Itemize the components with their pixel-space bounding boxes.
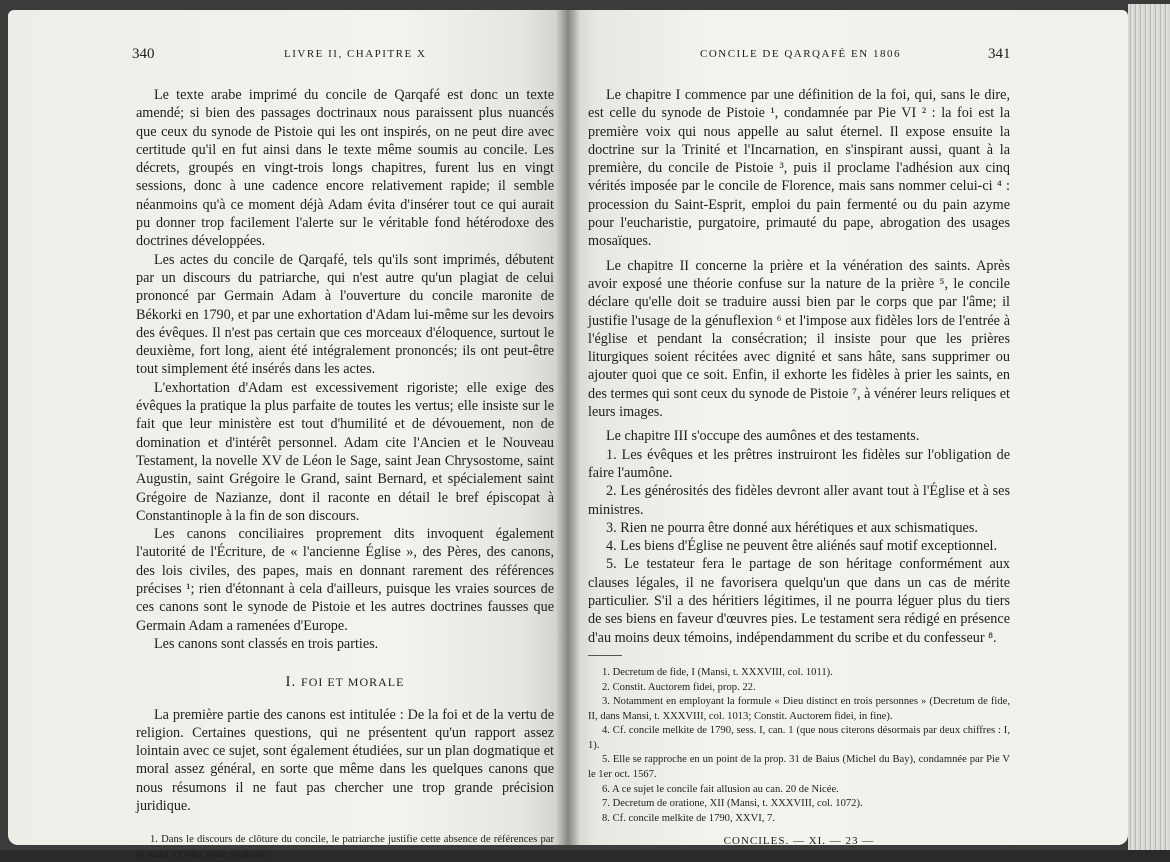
list-item: 5. Le testateur fera le partage de son héritage conformément aux clauses légales, il ne favorisera quelqu'un que dans un cas de mérite particulier. S'il a des héritiers légitimes, il ne pourra léguer plus du tiers de ses biens en faveur d'œuvres pies. Le testament sera rédigé en présence d'au moins deux témoins, indépendamment du scribe et du confesseur ⁸. [588, 556, 1010, 646]
right-footnotes [588, 666, 1010, 827]
section-number: I. [285, 674, 297, 691]
footnote: 8. Cf. concile melkite de 1790, XXVI, 7. [602, 812, 775, 824]
left-paragraph: Les canons conciliaires proprement dits invoquent également l'autorité de l'Écriture, de « l'ancienne Église », des Pères, des canons, des lois civiles, des papes, mais en donnant rarement des références précises ¹; rien d'étonnant à cela d'ailleurs, puisque les vraies sources de ces canons sont le synode de Pistoie et les autres doctrines fausses que Germain Adam a ramenées d'Europe. [136, 526, 554, 634]
footnote: 4. Cf. concile melkite de 1790, sess. I, can. 1 (que nous citerons désormais par deux chiffres : I, 1). [588, 725, 1010, 751]
right-paragraph: Le chapitre II concerne la prière et la vénération des saints. Après avoir exposé une théorie confuse sur la nature de la prière ⁵, le concile déclare qu'elle doit se traduire aussi bien par le corps que par l'âme; il justifie l'usage de la génuflexion ⁶ et l'impose aux fidèles lors de l'entrée à l'église et pendant la consécration; il insiste pour que les prières liturgiques soient récitées avec dignité et sans hâte, sans supprimer ou ajouter quoi que ce soit. Enfin, il exhorte les fidèles à prier les saints, en des termes qui sont ceux du synode de Pistoie ⁷, à vénérer leurs reliques et leurs images. [588, 257, 1010, 421]
list-item: 1. Les évêques et les prêtres instruiront les fidèles sur l'obligation de faire l'aumône. [588, 446, 1010, 481]
signature-mark: CONCILES. — XI. — 23 — [723, 835, 875, 848]
right-running-head: CONCILE DE QARQAFÉ EN 1806 [700, 48, 901, 60]
footnote: 5. Elle se rapproche en un point de la prop. 31 de Baius (Michel du Bay), condamnée par Pie V le 1er oct. 1567. [588, 754, 1010, 781]
page-edges [1128, 4, 1170, 850]
right-paragraph: Le chapitre I commence par une définition de la foi, qui, sans le dire, est celle du synode de Pistoie ¹, condamnée par Pie VI ² : la foi est la première voix qui nous appelle au salut éternel. Il expose ensuite la doctrine sur la Trinité et l'Incarnation, en s'inspirant aussi, quant à la première, du concile de Pistoie ³, puis il proclame l'adhésion aux cinq vérités imposée par le concile de Florence, mais sans nommer celui-ci ⁴ : procession du Saint-Esprit, emploi du pain fermenté ou du pain azyme pour l'eucharistie, purgatoire, primauté du pape, abrogation des usages mosaïques. [588, 87, 1010, 250]
section-title: FOI ET MORALE [301, 675, 405, 690]
left-footnotes [136, 833, 554, 862]
right-page [568, 10, 1128, 848]
list-item: 4. Les biens d'Église ne peuvent être aliénés sauf motif exceptionnel. [606, 538, 998, 555]
footnote-rule [588, 655, 622, 656]
left-paragraph: L'exhortation d'Adam est excessivement rigoriste; elle exige des évêques la pratique la plus parfaite de toutes les vertus; elle insiste sur le fait que leur ministère est tout d'humilité et de dévouement, non de domination et d'intérêt personnel. Adam cite l'Ancien et le Nouveau Testament, la novelle XV de Léon le Sage, saint Jean Chrysostome, saint Augustin, saint Grégoire le Grand, saint Bernard, et spécialement saint Grégoire de Nazianze, dont il raconte en détail le bref épiscopat à Constantinople à la fin de son discours. [136, 379, 554, 524]
right-page-number: 341 [988, 46, 1011, 62]
footnote: 3. Notamment en employant la formule « Dieu distinct en trois personnes » (Decretum de fide, II, dans Mansi, t. XXXVIII, col. 1013; Constit. Auctorem fidei, in fine). [588, 696, 1010, 722]
section-heading [136, 673, 554, 691]
left-paragraph: La première partie des canons est intitulée : De la foi et de la vertu de religion. Certaines questions, qui ne présentent qu'un rapport assez lointain avec ce sujet, sont également étudiées, sur un plan dogmatique et moral assez général, en sorte que même dans les quelques canons que nous résumons il ne faut pas chercher une trop grande précision juridique. [136, 706, 554, 814]
left-running-head: LIVRE II, CHAPITRE X [284, 48, 427, 60]
footnote: 1. Dans le discours de clôture du concile, le patriarche justifie cette absence de références par le souci d'éviter toute prolixité. [136, 834, 554, 860]
left-page-number: 340 [132, 46, 155, 62]
footnote: 2. Constit. Auctorem fidei, prop. 22. [602, 681, 756, 693]
footnote: 1. Decretum de fide, I (Mansi, t. XXXVIII, col. 1011). [602, 666, 833, 678]
left-page [8, 10, 568, 860]
list-item: 2. Les générosités des fidèles devront aller avant tout à l'Église et à ses ministres. [588, 483, 1010, 518]
right-body [588, 86, 1010, 851]
book-gutter [556, 10, 580, 845]
left-paragraph: Le texte arabe imprimé du concile de Qarqafé est donc un texte amendé; si bien des passages doctrinaux nous paraissent plus nuancés que ceux du synode de Pistoie qui les ont inspirés, on ne peut dire avec certitude qu'il en fut ainsi dans le texte même soumis au concile. Les décrets, groupés en vingt-trois longs chapitres, furent lus en vingt sessions, donc à une cadence encore relativement rapide; il semble néanmoins qu'à ce moment déjà Adam évita d'insérer tout ce qui aurait pu donner trop facilement l'alerte sur le véritable fond hétérodoxe des doctrines développées. [136, 87, 554, 250]
list-item: 3. Rien ne pourra être donné aux hérétiques et aux schismatiques. [606, 519, 978, 536]
left-paragraph: Les actes du concile de Qarqafé, tels qu'ils sont imprimés, débutent par un discours du patriarche, qui n'est autre qu'un plagiat de celui prononcé par Germain Adam à l'ouverture du concile maronite de Békorki en 1790, et par une exhortation d'Adam lui-même sur les devoirs des évêques. Il n'est pas certain que ces morceaux d'éloquence, surtout le deuxième, fort long, aient été intégralement prononcés; ils ont peut-être tout simplement été insérés dans les actes. [136, 251, 554, 378]
left-paragraph: Les canons sont classés en trois parties. [154, 635, 379, 652]
right-paragraph: Le chapitre III s'occupe des aumônes et des testaments. [606, 428, 920, 445]
left-body [136, 86, 554, 862]
footnote: 7. Decretum de oratione, XII (Mansi, t. XXXVIII, col. 1072). [602, 798, 863, 810]
footnote: 6. A ce sujet le concile fait allusion au can. 20 de Nicée. [602, 783, 839, 795]
